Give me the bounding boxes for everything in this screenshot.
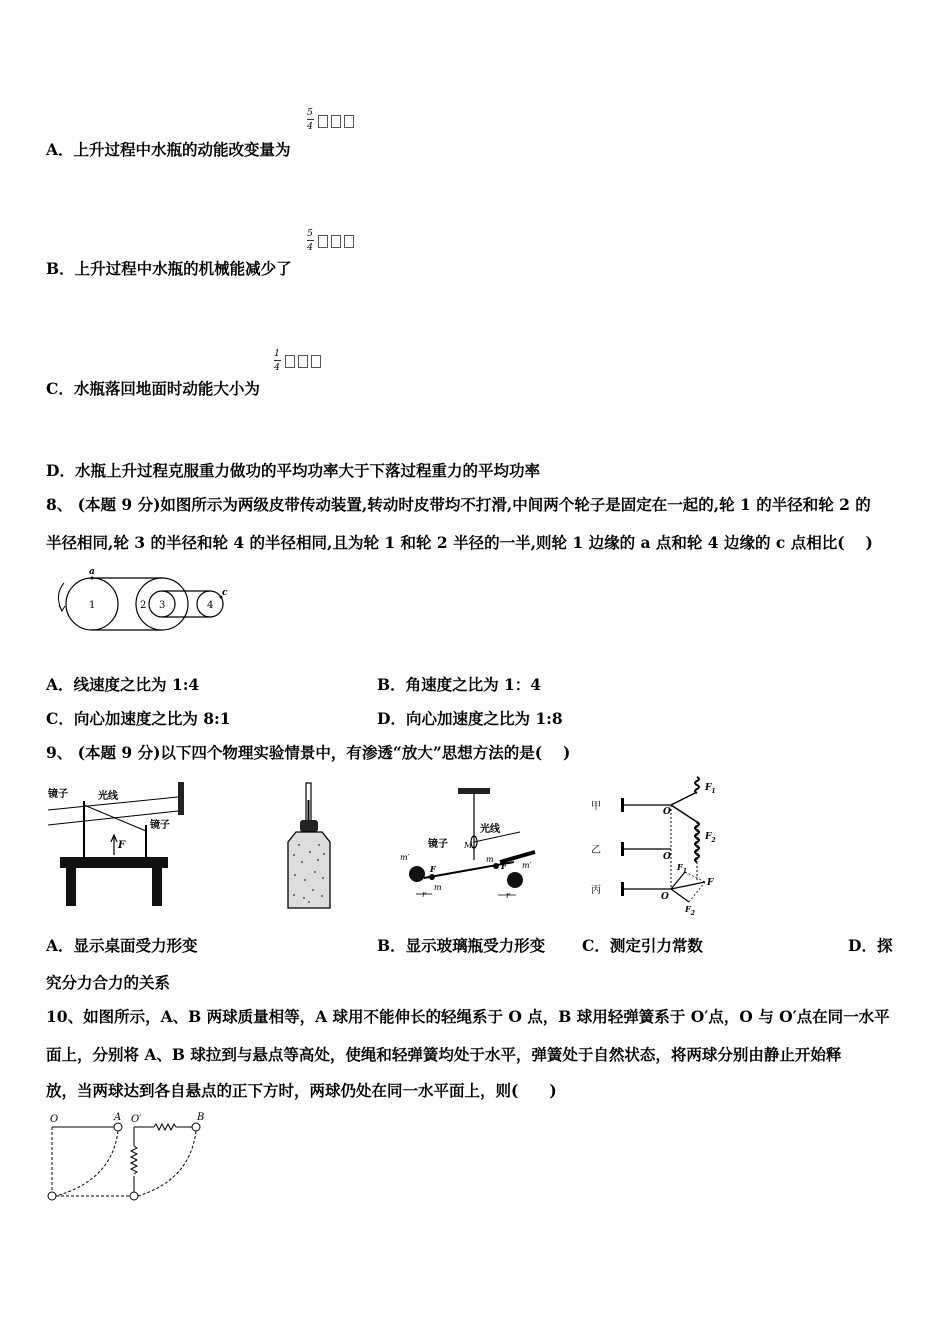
ceiling-mount	[458, 788, 490, 794]
small-ball-right	[493, 863, 499, 869]
torsion-balance-figure	[390, 782, 550, 917]
force-composition-figure	[585, 772, 725, 917]
q7-option-c: C．水瓶落回地面时动能大小为	[46, 379, 260, 398]
belt-drive-figure	[50, 565, 240, 635]
label-O-2: O	[663, 852, 671, 862]
glass-bottle-figure	[280, 780, 340, 915]
rotation-arrowhead	[59, 605, 65, 611]
missing-glyph-box	[318, 115, 328, 128]
screen-scale	[178, 782, 184, 815]
pendulum-spring-figure	[44, 1110, 214, 1205]
label-m-right: m	[486, 855, 494, 864]
label-F-two: $F_2$	[705, 832, 716, 844]
parallelogram-side-1	[685, 872, 705, 882]
jia-link-2	[671, 805, 697, 822]
label-bing: 丙	[591, 885, 601, 896]
ball-B-end	[130, 1192, 138, 1200]
missing-glyph-box	[331, 235, 341, 248]
large-ball-left	[409, 866, 425, 882]
vector-F2	[671, 889, 689, 902]
label-F-right: F	[501, 861, 507, 871]
label-F-one: $F_1$	[705, 783, 716, 795]
q7-option-a: A．上升过程中水瓶的动能改变量为	[46, 140, 291, 159]
desk-deformation-figure	[46, 775, 196, 915]
fraction-bar	[307, 240, 314, 241]
label-O-prime: O′	[131, 1114, 142, 1125]
label-r-right: r	[506, 891, 510, 900]
label-light-c: 光线	[480, 824, 500, 835]
q9-option-b: B．显示玻璃瓶受力形变	[377, 936, 546, 955]
desk-top	[60, 857, 168, 868]
label-M: M	[464, 841, 473, 850]
missing-glyph-box	[298, 355, 308, 368]
board-jia	[621, 798, 624, 812]
q10-stem-line2: 面上，分别将 A、B 球拉到与悬点等高处，使绳和轻弹簧均处于水平，弹簧处于自然状态，将两球分别由静止开始释	[46, 1045, 842, 1064]
label-wheel-4: 4	[207, 600, 214, 611]
desk-leg-right	[152, 868, 162, 906]
label-F-one-c: $F_1$	[677, 862, 687, 875]
fraction-c-denominator: 4	[274, 363, 280, 373]
board-bing	[621, 882, 624, 896]
jia-link-1	[671, 792, 697, 805]
ball-B-start	[192, 1123, 200, 1131]
light-ray-3	[84, 805, 146, 831]
label-force: F	[118, 840, 126, 851]
ball-A-end	[48, 1192, 56, 1200]
rotation-arrow	[58, 583, 64, 611]
label-wheel-2: 2	[140, 600, 147, 611]
spring-gauge-1	[695, 777, 699, 793]
q8-option-d: D．向心加速度之比为 1:8	[377, 709, 563, 728]
q8-stem-line1: 8、 (本题 9 分)如图所示为两级皮带传动装置,转动时皮带均不打滑,中间两个轮子是固定在一起的,轮 1 的半径和轮 2 的	[46, 495, 871, 514]
q8-option-c: C．向心加速度之比为 8:1	[46, 709, 231, 728]
label-m-left: m	[434, 883, 442, 892]
label-wheel-3: 3	[159, 600, 166, 611]
label-m-prime-right: m′	[522, 861, 532, 870]
missing-glyph-box	[311, 355, 321, 368]
missing-glyph-box	[331, 115, 341, 128]
missing-glyph-box	[344, 235, 354, 248]
missing-glyph-box	[344, 115, 354, 128]
label-a: a	[89, 567, 95, 577]
q7-option-b: B．上升过程中水瓶的机械能减少了	[46, 259, 292, 278]
q8-option-a: A．线速度之比为 1:4	[46, 675, 200, 694]
q10-stem-line3: 放，当两球达到各自悬点的正下方时，两球仍处在同一水平面上，则( )	[46, 1081, 557, 1100]
fraction-bar	[274, 360, 281, 361]
label-wheel-1: 1	[89, 600, 96, 611]
q9-stem: 9、 (本题 9 分)以下四个物理实验情景中，有渗透“放大”思想方法的是( )	[46, 743, 571, 762]
label-yi: 乙	[591, 845, 601, 856]
small-ball-left	[429, 874, 435, 880]
missing-glyph-box	[285, 355, 295, 368]
label-A: A	[114, 1112, 122, 1123]
label-m-prime-left: m′	[400, 853, 410, 862]
fraction-bar	[307, 119, 314, 120]
fraction-a-numerator: 5	[307, 108, 313, 118]
label-c: c	[222, 588, 228, 598]
spring-vertical	[131, 1146, 137, 1174]
large-ball-right	[507, 872, 523, 888]
desk-leg-left	[66, 868, 76, 906]
label-O: O	[50, 1114, 59, 1125]
label-O-1: O	[663, 807, 671, 817]
q9-option-d-start: D．探	[848, 936, 893, 955]
label-B: B	[197, 1112, 205, 1123]
missing-glyph-box	[318, 235, 328, 248]
bottle-stopper	[300, 820, 318, 832]
q8-option-b: B．角速度之比为 1：4	[377, 675, 542, 694]
spring-horizontal	[154, 1124, 176, 1130]
arc-B	[138, 1131, 196, 1196]
label-F-resultant: F	[707, 878, 714, 888]
bottle-body	[288, 832, 330, 908]
q10-stem-line1: 10、如图所示，A、B 两球质量相等，A 球用不能伸长的轻绳系于 O 点，B 球用轻弹簧系于 O′点，O 与 O′点在同一水平	[46, 1007, 890, 1026]
label-F-left: F	[430, 864, 436, 874]
fraction-b-numerator: 5	[307, 229, 313, 239]
label-light: 光线	[98, 791, 118, 802]
fraction-b-denominator: 4	[307, 243, 313, 253]
q9-option-d-end: 究分力合力的关系	[46, 973, 171, 992]
fraction-a-denominator: 4	[307, 122, 313, 132]
label-O-3: O	[661, 892, 669, 902]
arc-A	[56, 1131, 118, 1196]
label-r-left: r	[422, 890, 426, 899]
board-yi	[621, 842, 624, 856]
q8-stem-line2: 半径相同,轮 3 的半径和轮 4 的半径相同,且为轮 1 和轮 2 半径的一半,则轮 1 边缘的 a 点和轮 4 边缘的 c 点相比( )	[46, 533, 873, 552]
q9-option-a: A．显示桌面受力形变	[46, 936, 198, 955]
label-jia: 甲	[591, 801, 601, 812]
q7-option-d: D．水瓶上升过程克服重力做功的平均功率大于下落过程重力的平均功率	[46, 461, 540, 480]
label-mirror-c: 镜子	[428, 839, 448, 850]
fraction-c-numerator: 1	[274, 349, 280, 359]
q9-option-c: C．测定引力常数	[582, 936, 703, 955]
label-F-two-c: $F_2$	[685, 904, 695, 917]
label-mirror-1: 镜子	[48, 789, 68, 800]
label-mirror-2: 镜子	[150, 820, 170, 831]
ball-A-start	[114, 1123, 122, 1131]
